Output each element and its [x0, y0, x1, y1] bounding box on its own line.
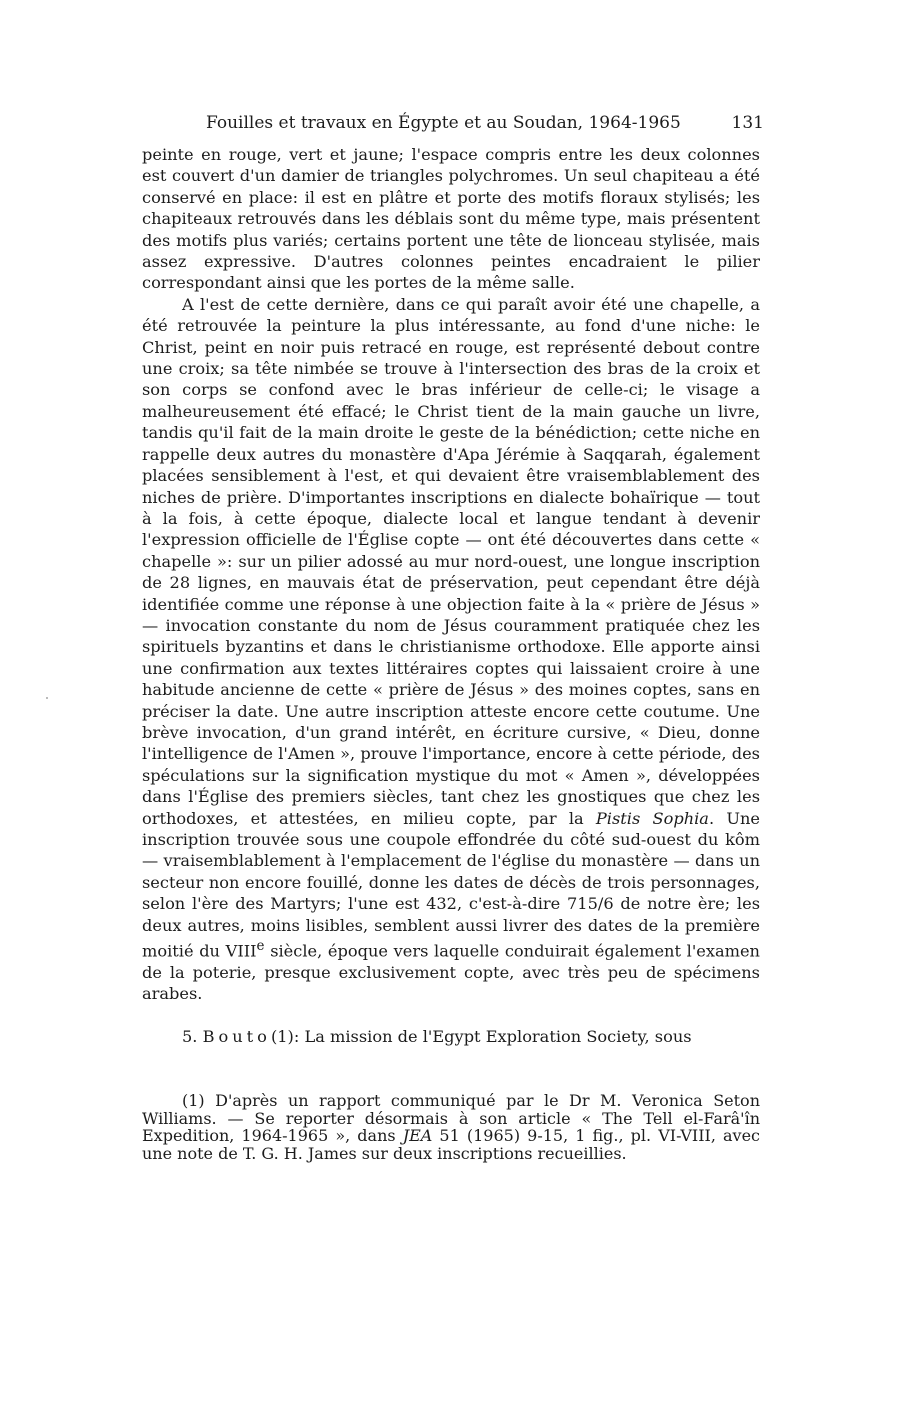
- journal-abbreviation: JEA: [402, 1126, 433, 1145]
- century-superscript: e: [256, 938, 265, 955]
- footnote: [142, 1092, 760, 1162]
- section-name: Bouto: [202, 1026, 271, 1046]
- footnote-text-2: 51 (1965) 9-15, 1 fig., pl. VI-VIII, avec une note de T. G. H. James sur deux inscriptions recueillies.: [142, 1126, 761, 1163]
- body-text: [142, 144, 760, 1047]
- section-bouto: [142, 1026, 760, 1047]
- scan-speck: [46, 697, 48, 699]
- paragraph-columns: peinte en rouge, vert et jaune; l'espace compris entre les deux colonnes est couvert d'un damier de triangles polychromes. Un seul chapiteau a été conservé en place: il est en plâtre et porte des motifs floraux stylisés; les chapiteaux retrouvés dans les déblais sont du même type, mais présentent des motifs plus variés; certains portent une tête de lionceau stylisée, mais assez expressive. D'autres colonnes peintes encadraient le pilier correspondant ainsi que les portes de la même salle.: [142, 145, 760, 293]
- page-number: 131: [731, 113, 764, 133]
- running-header: [142, 113, 764, 139]
- chapel-text-1: A l'est de cette dernière, dans ce qui paraît avoir été une chapelle, a été retrouvée la peinture la plus intéressante, au fond d'une niche: le Christ, peint en noir puis retracé en rouge, est représenté debout contre une croix; sa tête nimbée se trouve à l'intersection des bras de la croix et son corps se confond avec le bras inférieur de celle-ci; le visage a malheureusement été effacé; le Christ tient de la main gauche un livre, tandis qu'il fait de la main droite le geste de la bénédiction; cette niche en rappelle deux autres du monastère d'Apa Jérémie à Saqqarah, également placées sensiblement à l'est, et qui devaient être vraisemblablement des niches de prière. D'importantes inscriptions en dialecte bohaïrique — tout à la fois, à cette époque, dialecte local et langue tendant à devenir l'expression officielle de l'Église copte — ont été découvertes dans cette « chapelle »: sur un pilier adossé au mur nord-ouest, une longue inscription de 28 lignes, en mauvais état de préservation, peut cependant être déjà identifiée comme une réponse à une objection faite à la « prière de Jésus » — invocation constante du nom de Jésus couramment pratiquée chez les spirituels byzantins et dans le christianisme orthodoxe. Elle apporte ainsi une confirmation aux textes littéraires coptes qui laissaient croire à une habitude ancienne de cette « prière de Jésus » des moines coptes, sans en préciser la date. Une autre inscription atteste encore cette coutume. Une brève invocation, d'un grand intérêt, en écriture cursive, « Dieu, donne l'intelligence de l'Amen », prouve l'importance, encore à cette période, des spéculations sur la signification mystique du mot « Amen », développées dans l'Église des premiers siècles, tant chez les gnostiques que chez les orthodoxes, et attestées, en milieu copte, par la: [142, 294, 760, 828]
- section-text: : La mission de l'Egypt Exploration Society, sous: [293, 1026, 692, 1046]
- pistis-sophia-title: Pistis Sophia: [595, 808, 709, 828]
- footnote-reference: (1): [270, 1026, 294, 1046]
- footnote-text-1: D'après un rapport communiqué par le Dr M. Veronica Seton Williams. — Se reporter désormais à son article « The Tell el-Farâ'în Expedition, 1964-1965 », dans: [142, 1091, 760, 1145]
- footnote-marker: (1): [182, 1091, 205, 1110]
- chapel-text-3: siècle, époque vers laquelle conduirait également l'examen de la poterie, presque exclusivement copte, avec très peu de spécimens arabes.: [142, 941, 760, 1004]
- running-title: Fouilles et travaux en Égypte et au Soudan, 1964-1965: [206, 113, 681, 133]
- section-number: 5.: [182, 1026, 198, 1046]
- chapel-text-2: . Une inscription trouvée sous une coupole effondrée du côté sud-ouest du kôm — vraisemblablement à l'emplacement de l'église du monastère — dans un secteur non encore fouillé, donne les dates de décès de trois personnages, selon l'ère des Martyrs; l'une est 432, c'est-à-dire 715/6 de notre ère; les deux autres, moins lisibles, semblent aussi livrer des dates de la première moitié du VIII: [142, 808, 760, 961]
- paragraph-chapel: [142, 294, 760, 1005]
